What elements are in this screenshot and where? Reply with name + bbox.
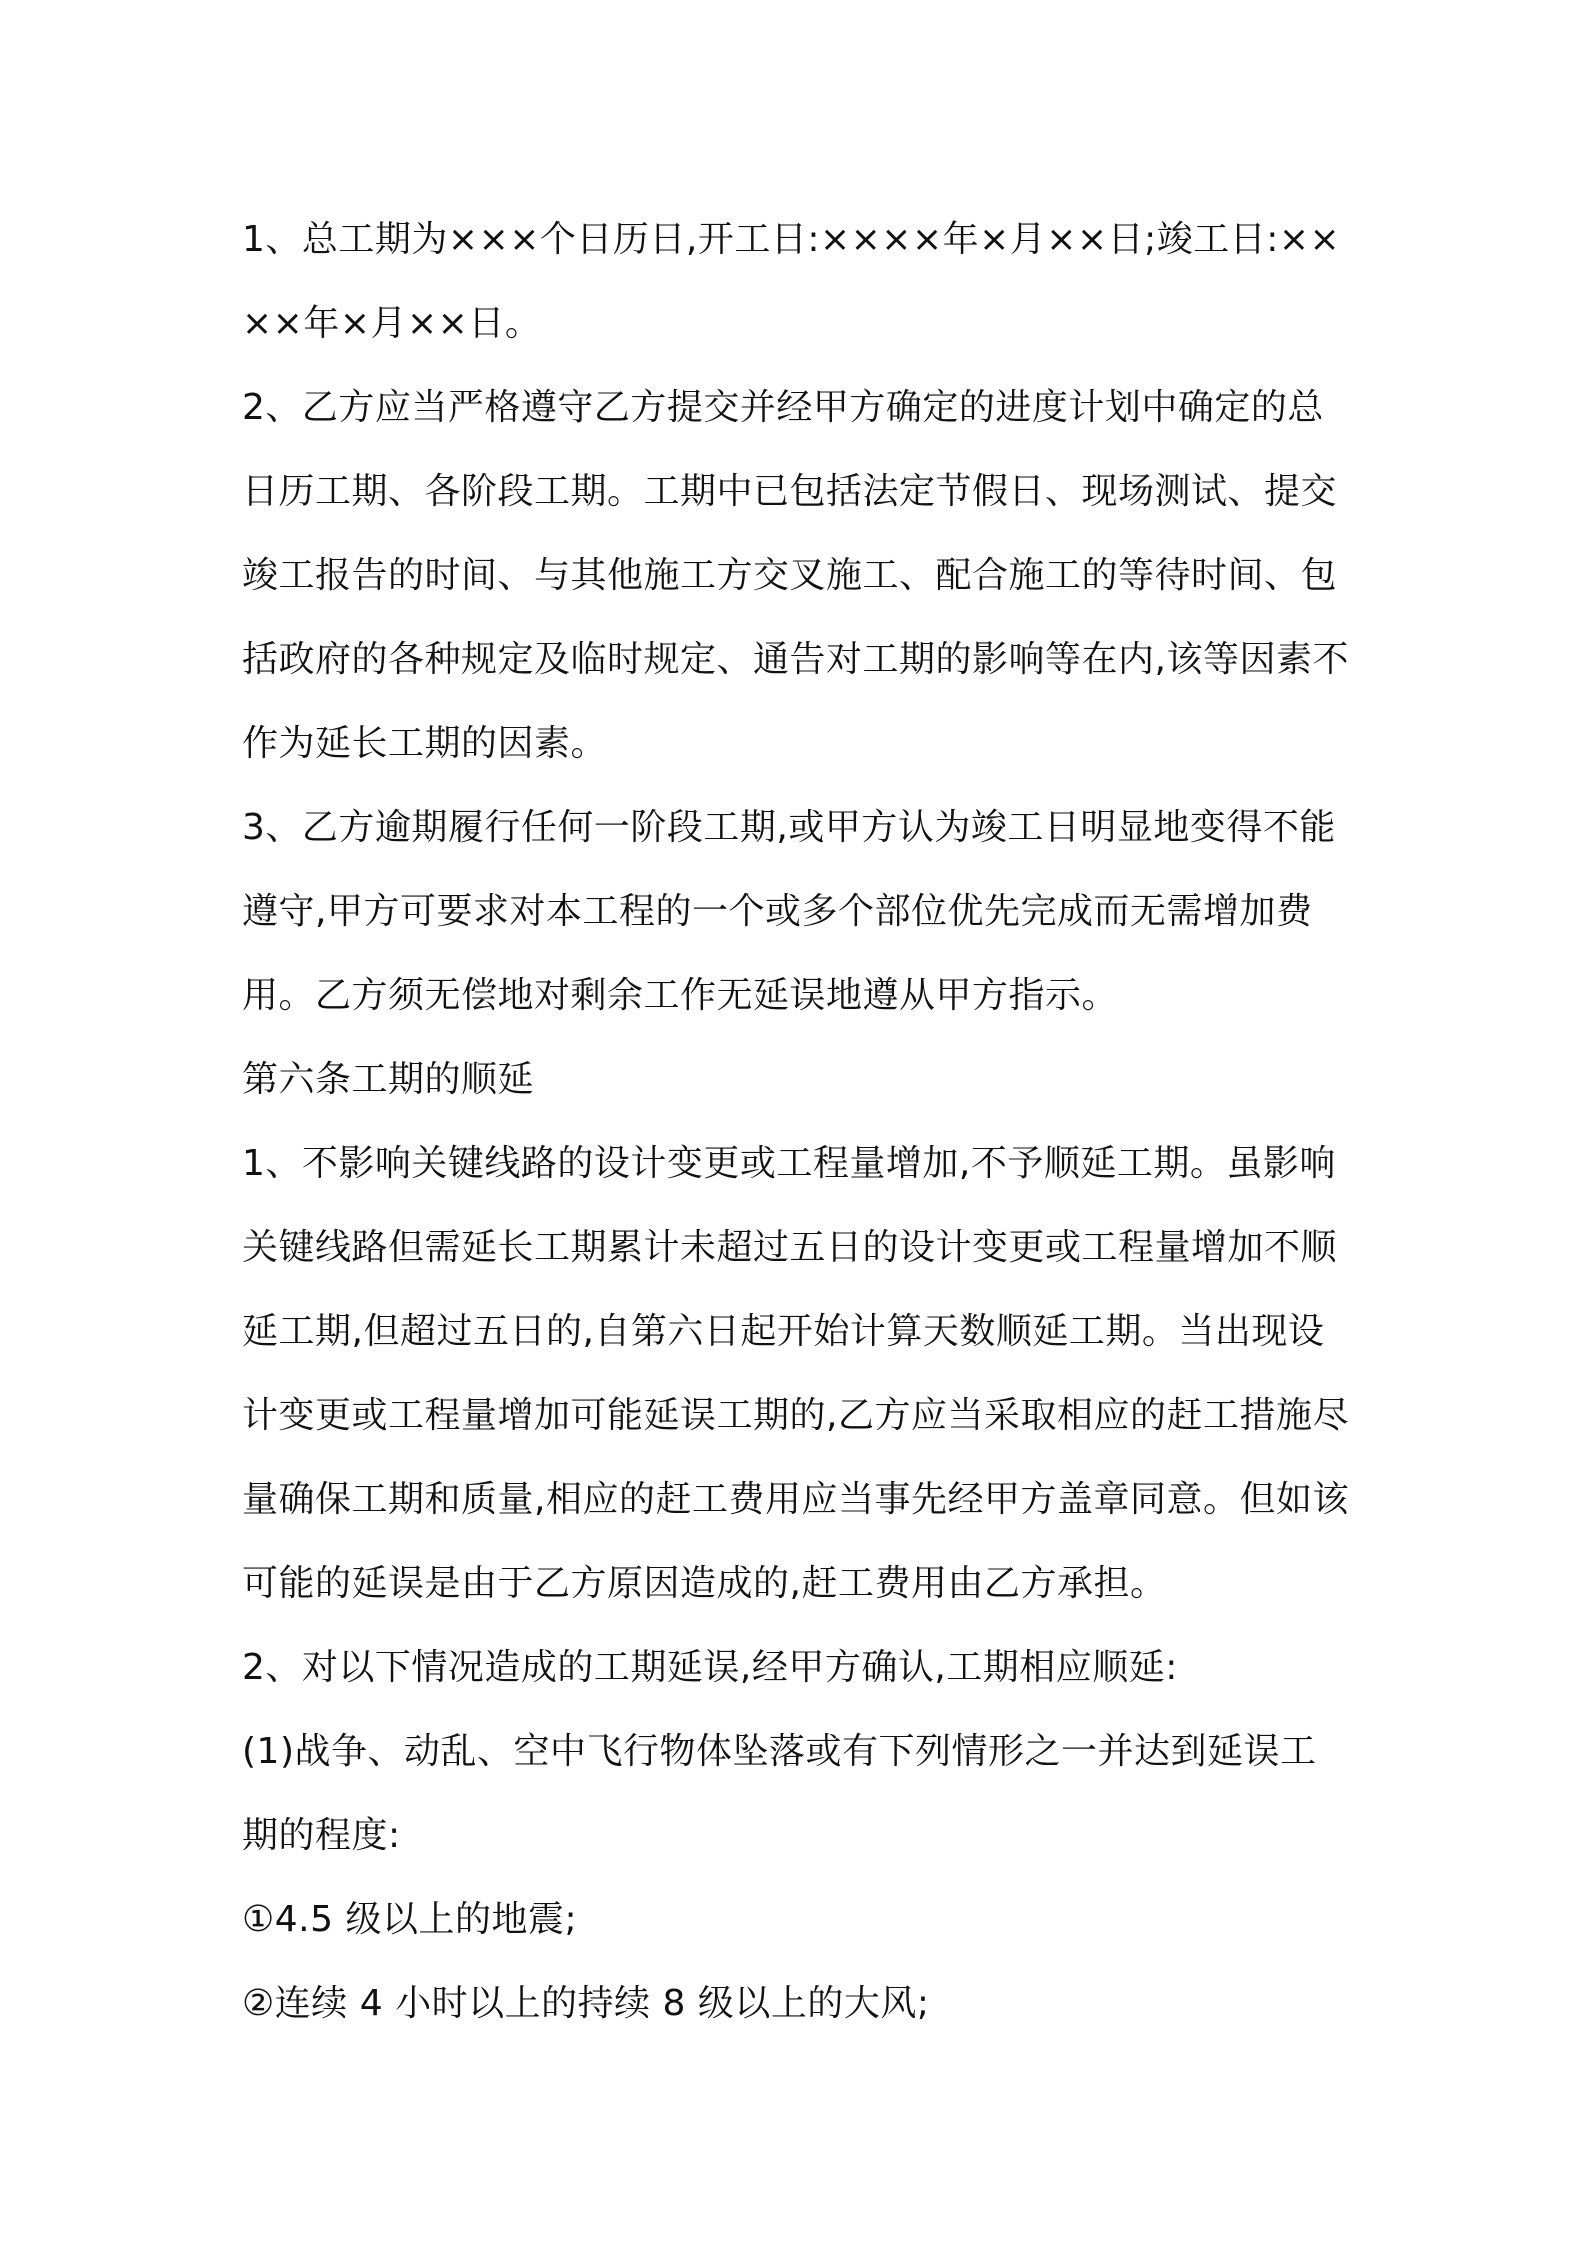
paragraph-extension-conditions: 2、对以下情况造成的工期延误,经甲方确认,工期相应顺延:	[242, 1647, 1178, 1688]
list-item-strong-wind: ②连续 4 小时以上的持续 8 级以上的大风;	[242, 1983, 930, 2024]
section-heading-extension: 第六条工期的顺延	[242, 1059, 535, 1100]
document-body	[242, 198, 1352, 2046]
paragraph-overdue-stage: 3、乙方逾期履行任何一阶段工期,或甲方认为竣工日明显地变得不能遵守,甲方可要求对本工程的一个或多个部位优先完成而无需增加费用。乙方须无偿地对剩余工作无延误地遵从甲方指示。	[242, 807, 1336, 1016]
paragraph-total-duration: 1、总工期为×××个日历日,开工日:××××年×月××日;竣工日:××××年×月××日。	[242, 219, 1341, 344]
paragraph-force-majeure: (1)战争、动乱、空中飞行物体坠落或有下列情形之一并达到延误工期的程度:	[242, 1731, 1317, 1856]
paragraph-schedule-compliance: 2、乙方应当严格遵守乙方提交并经甲方确定的进度计划中确定的总日历工期、各阶段工期。工期中已包括法定节假日、现场测试、提交竣工报告的时间、与其他施工方交叉施工、配合施工的等待时间、包括政府的各种规定及临时规定、通告对工期的影响等在内,该等因素不作为延长工期的因素。	[242, 387, 1349, 764]
paragraph-design-change: 1、不影响关键线路的设计变更或工程量增加,不予顺延工期。虽影响关键线路但需延长工期累计未超过五日的设计变更或工程量增加不顺延工期,但超过五日的,自第六日起开始计算天数顺延工期。当出现设计变更或工程量增加可能延误工期的,乙方应当采取相应的赶工措施尽量确保工期和质量,相应的赶工费用应当事先经甲方盖章同意。但如该可能的延误是由于乙方原因造成的,赶工费用由乙方承担。	[242, 1143, 1349, 1604]
list-item-earthquake: ①4.5 级以上的地震;	[242, 1899, 578, 1940]
